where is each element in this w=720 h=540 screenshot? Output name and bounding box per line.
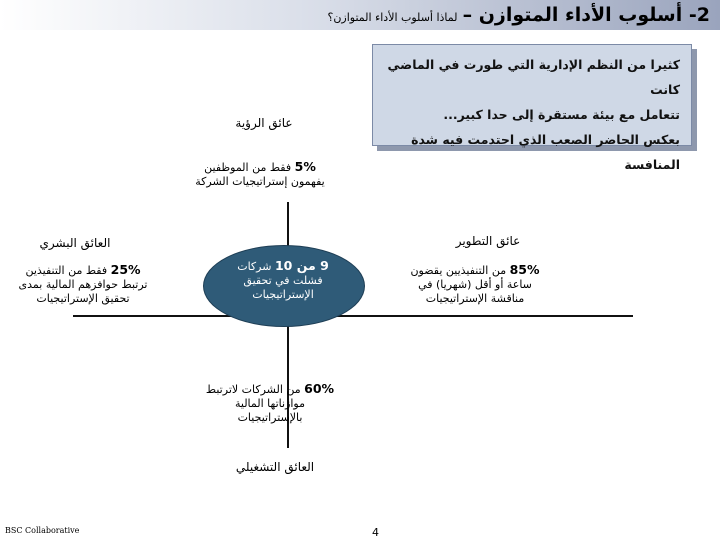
title-main: 2- أسلوب الأداء المتوازن – [462, 4, 710, 26]
vision-line: يفهمون إستراتيجيات الشركة [195, 175, 325, 188]
development-line: من التنفيذيين يقضون [410, 264, 507, 277]
vision-line: فقط من الموظفين [204, 161, 292, 174]
development-barrier-heading: عائق التطوير [455, 234, 521, 248]
title-sub: لماذا أسلوب الأداء المتوازن؟ [327, 11, 458, 24]
people-line: تحقيق الإستراتيجيات [36, 292, 130, 305]
center-line: الإستراتيجيات [252, 288, 314, 301]
vision-barrier-heading: عائق الرؤية [235, 116, 293, 130]
horizontal-axis-line [73, 315, 633, 317]
operational-line: موازناتها المالية [234, 397, 306, 410]
people-barrier-text [6, 263, 160, 306]
center-line: فشلت في تحقيق [243, 274, 323, 287]
center-line: شركات [237, 260, 272, 273]
operational-barrier-text [190, 382, 350, 425]
development-line: مناقشة الإستراتيجيات [425, 292, 525, 305]
callout-line: كثيرا من النظم الإدارية التي طورت في الماضي كانت [387, 57, 680, 97]
people-stat: 25% [110, 262, 141, 277]
development-stat: 85% [509, 262, 540, 277]
vision-stat: 5% [294, 159, 316, 174]
page-number: 4 [372, 526, 379, 539]
operational-stat: 60% [304, 381, 335, 396]
callout-line: تتعامل مع بيئة مستقرة إلى حدا كبير... [443, 107, 680, 122]
callout-text [372, 52, 684, 177]
center-text [203, 259, 363, 302]
operational-line: بالإستراتيجيات [237, 411, 303, 424]
operational-line: من الشركات لاترتبط [205, 383, 301, 396]
people-line: فقط من التنفيذين [25, 264, 108, 277]
development-line: ساعة أو أقل (شهريا) في [418, 278, 532, 291]
slide-title [328, 4, 710, 26]
callout-line: بعكس الحاضر الصعب الذي احتدمت فيه شدة المنافسة [411, 132, 680, 172]
people-line: ترتبط حوافزهم المالية بمدى [18, 278, 148, 291]
operational-barrier-heading: العائق التشغيلي [235, 460, 315, 474]
development-barrier-text [394, 263, 556, 306]
center-stat: 9 من 10 [274, 258, 329, 273]
people-barrier-heading: العائق البشري [39, 236, 111, 250]
footer-organization: BSC Collaborative [5, 526, 80, 535]
vision-barrier-text [180, 160, 340, 189]
